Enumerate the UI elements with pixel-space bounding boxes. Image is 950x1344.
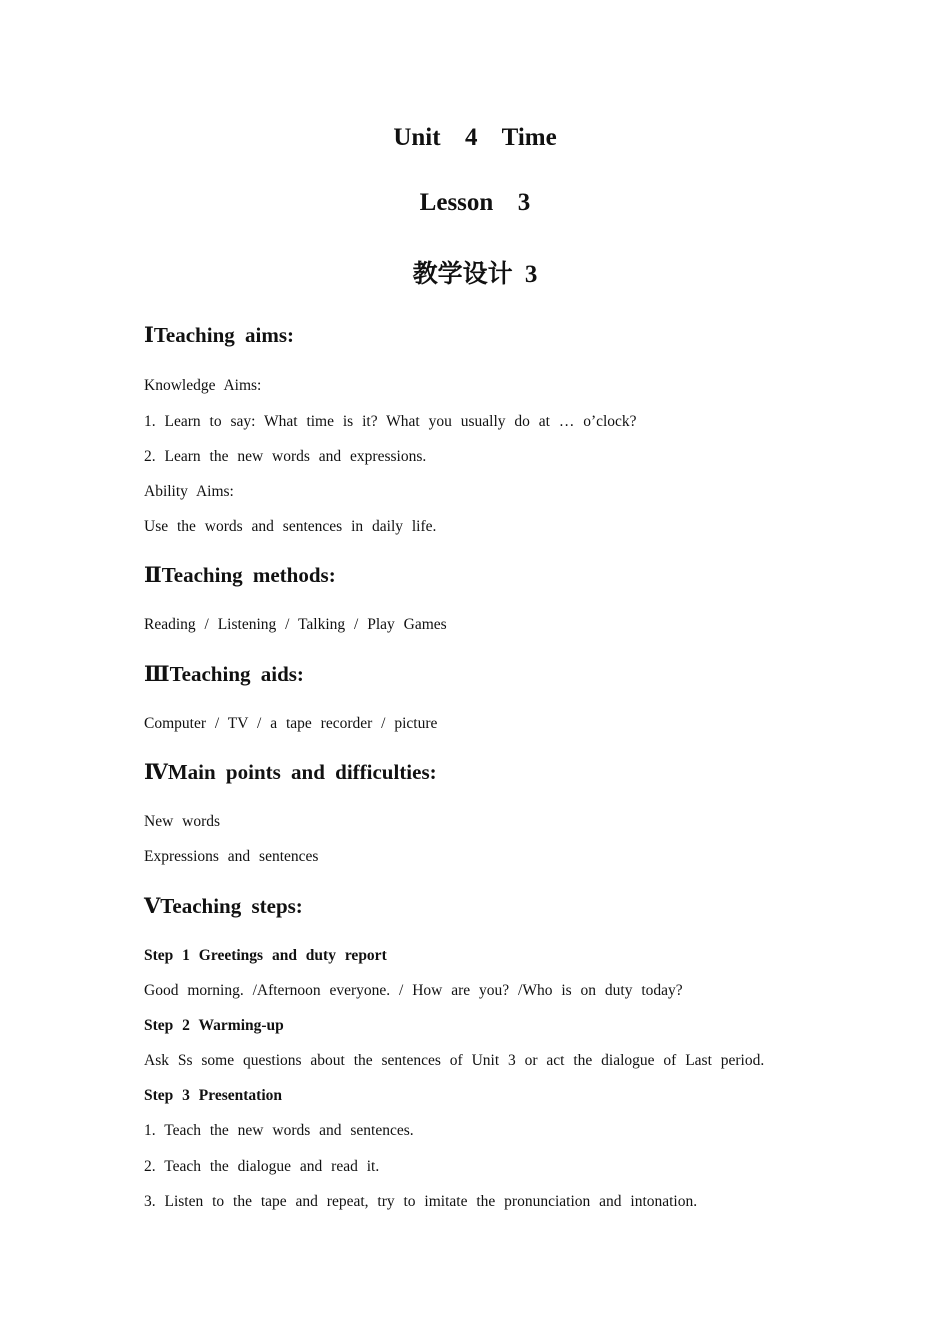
- heading-text: Main points and difficulties:: [167, 760, 437, 784]
- heading-text: Teaching methods:: [161, 563, 336, 587]
- section-numeral: Ⅳ: [144, 759, 168, 784]
- heading-text: Teaching aims:: [153, 323, 294, 347]
- section-numeral: Ⅲ: [144, 661, 170, 686]
- step-3-title: Step 3 Presentation: [144, 1087, 283, 1104]
- section-numeral: Ⅰ: [144, 322, 154, 347]
- step-1-title: Step 1 Greetings and duty report: [144, 947, 387, 964]
- ability-aims-label: Ability Aims:: [144, 483, 234, 500]
- step-2-title: Step 2 Warming-up: [144, 1017, 284, 1034]
- section-numeral: Ⅴ: [144, 893, 161, 918]
- heading-teaching-steps: [144, 893, 303, 919]
- step-3-item-3: 3. Listen to the tape and repeat, try to imitate the pronunciation and intonation.: [144, 1193, 698, 1210]
- heading-main-points: [144, 759, 437, 785]
- heading-teaching-methods: [144, 562, 336, 588]
- step-3-item-2: 2. Teach the dialogue and read it.: [144, 1158, 380, 1175]
- step-1-text: Good morning. /Afternoon everyone. / How are you? /Who is on duty today?: [144, 982, 683, 999]
- design-title: 教学设计 3: [412, 261, 538, 288]
- heading-text: Teaching aids:: [169, 662, 304, 686]
- aids-text: Computer / TV / a tape recorder / picture: [144, 715, 438, 732]
- points-line-2: Expressions and sentences: [144, 848, 319, 865]
- methods-text: Reading / Listening / Talking / Play Games: [144, 616, 447, 633]
- step-2-text: Ask Ss some questions about the sentences of Unit 3 or act the dialogue of Last period.: [144, 1052, 765, 1069]
- points-line-1: New words: [144, 813, 221, 830]
- knowledge-aims-label: Knowledge Aims:: [144, 377, 262, 394]
- step-3-item-1: 1. Teach the new words and sentences.: [144, 1122, 414, 1139]
- heading-text: Teaching steps:: [160, 894, 303, 918]
- heading-teaching-aims: [144, 322, 294, 348]
- section-numeral: Ⅱ: [144, 562, 162, 587]
- ability-aim-1: Use the words and sentences in daily life.: [144, 518, 437, 535]
- unit-title: Unit 4 Time: [393, 124, 557, 151]
- knowledge-aim-1: 1. Learn to say: What time is it? What you usually do at … o’clock?: [144, 413, 637, 430]
- lesson-title: Lesson 3: [419, 189, 531, 216]
- knowledge-aim-2: 2. Learn the new words and expressions.: [144, 448, 427, 465]
- heading-teaching-aids: [144, 661, 304, 687]
